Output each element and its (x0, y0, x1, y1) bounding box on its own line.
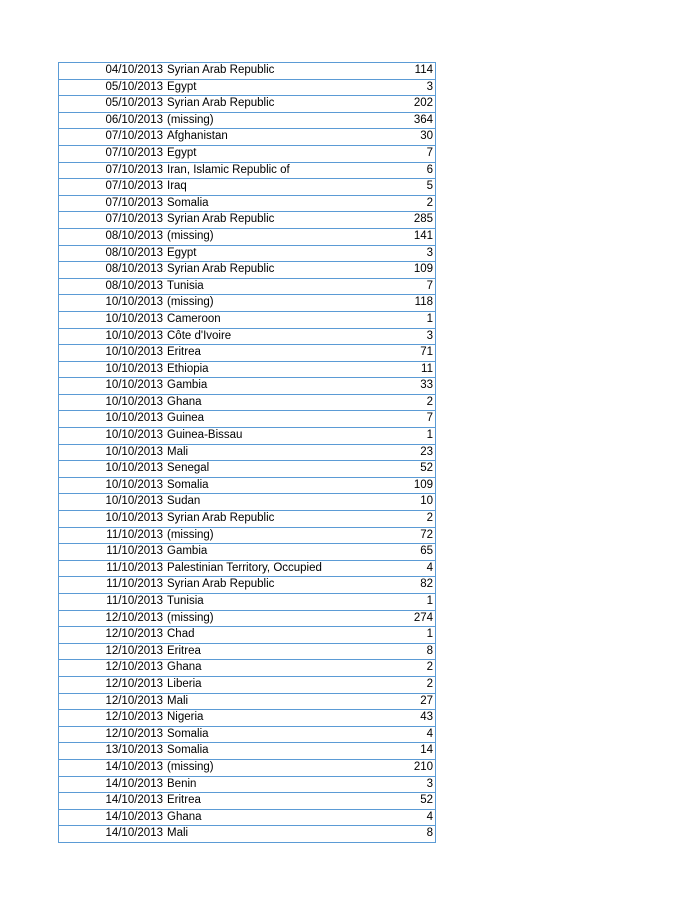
date-cell: 08/10/2013 (59, 278, 168, 295)
country-cell: Palestinian Territory, Occupied (167, 560, 367, 577)
country-cell: Ghana (167, 809, 367, 826)
count-cell: 364 (367, 112, 436, 129)
count-cell: 2 (367, 394, 436, 411)
count-cell: 1 (367, 627, 436, 644)
date-cell: 10/10/2013 (59, 378, 168, 395)
date-cell: 06/10/2013 (59, 112, 168, 129)
count-cell: 4 (367, 726, 436, 743)
date-cell: 11/10/2013 (59, 527, 168, 544)
table-row (59, 311, 436, 328)
date-cell: 10/10/2013 (59, 394, 168, 411)
count-cell: 6 (367, 162, 436, 179)
count-cell: 10 (367, 494, 436, 511)
count-cell: 11 (367, 361, 436, 378)
country-cell: Guinea-Bissau (167, 428, 367, 445)
table-row (59, 245, 436, 262)
count-cell: 109 (367, 477, 436, 494)
date-cell: 05/10/2013 (59, 79, 168, 96)
table-row (59, 759, 436, 776)
table-row (59, 494, 436, 511)
country-cell: Liberia (167, 676, 367, 693)
count-cell: 3 (367, 79, 436, 96)
country-cell: Eritrea (167, 345, 367, 362)
country-cell: Tunisia (167, 278, 367, 295)
country-cell: Eritrea (167, 793, 367, 810)
country-cell: (missing) (167, 228, 367, 245)
country-cell: Syrian Arab Republic (167, 511, 367, 528)
country-cell: Iran, Islamic Republic of (167, 162, 367, 179)
count-cell: 27 (367, 693, 436, 710)
country-cell: Egypt (167, 79, 367, 96)
country-cell: Syrian Arab Republic (167, 262, 367, 279)
count-cell: 2 (367, 511, 436, 528)
date-cell: 10/10/2013 (59, 428, 168, 445)
date-cell: 14/10/2013 (59, 776, 168, 793)
table-row (59, 179, 436, 196)
count-cell: 109 (367, 262, 436, 279)
country-cell: (missing) (167, 112, 367, 129)
country-cell: Syrian Arab Republic (167, 96, 367, 113)
table-row (59, 228, 436, 245)
date-cell: 11/10/2013 (59, 560, 168, 577)
table-row (59, 610, 436, 627)
count-cell: 3 (367, 328, 436, 345)
country-cell: (missing) (167, 610, 367, 627)
table-row (59, 428, 436, 445)
table-row (59, 726, 436, 743)
country-cell: Cameroon (167, 311, 367, 328)
table-row (59, 511, 436, 528)
table-row (59, 112, 436, 129)
date-cell: 12/10/2013 (59, 676, 168, 693)
count-cell: 5 (367, 179, 436, 196)
table-row (59, 212, 436, 229)
date-cell: 10/10/2013 (59, 494, 168, 511)
country-cell: (missing) (167, 527, 367, 544)
table-row (59, 278, 436, 295)
table-row (59, 527, 436, 544)
date-cell: 10/10/2013 (59, 295, 168, 312)
country-cell: Ethiopia (167, 361, 367, 378)
count-cell: 202 (367, 96, 436, 113)
date-cell: 14/10/2013 (59, 809, 168, 826)
date-cell: 12/10/2013 (59, 627, 168, 644)
date-cell: 08/10/2013 (59, 245, 168, 262)
table-row (59, 63, 436, 80)
table-row (59, 793, 436, 810)
table-row (59, 544, 436, 561)
table-row (59, 411, 436, 428)
table-row (59, 328, 436, 345)
count-cell: 4 (367, 809, 436, 826)
date-cell: 12/10/2013 (59, 693, 168, 710)
country-cell: Egypt (167, 145, 367, 162)
date-cell: 10/10/2013 (59, 361, 168, 378)
country-cell: Mali (167, 693, 367, 710)
date-cell: 10/10/2013 (59, 311, 168, 328)
table-row (59, 79, 436, 96)
date-cell: 12/10/2013 (59, 726, 168, 743)
count-cell: 30 (367, 129, 436, 146)
date-cell: 11/10/2013 (59, 577, 168, 594)
table-row (59, 145, 436, 162)
table-row (59, 710, 436, 727)
table-row (59, 826, 436, 843)
count-cell: 33 (367, 378, 436, 395)
count-cell: 7 (367, 278, 436, 295)
count-cell: 114 (367, 63, 436, 80)
date-cell: 10/10/2013 (59, 328, 168, 345)
count-cell: 3 (367, 776, 436, 793)
count-cell: 14 (367, 743, 436, 760)
count-cell: 82 (367, 577, 436, 594)
country-cell: Tunisia (167, 594, 367, 611)
country-cell: Gambia (167, 544, 367, 561)
country-cell: Iraq (167, 179, 367, 196)
table-body (59, 63, 436, 843)
count-cell: 52 (367, 793, 436, 810)
date-cell: 05/10/2013 (59, 96, 168, 113)
count-cell: 8 (367, 643, 436, 660)
count-cell: 274 (367, 610, 436, 627)
table-row (59, 627, 436, 644)
spreadsheet-page (58, 62, 434, 843)
country-cell: Ghana (167, 660, 367, 677)
country-cell: Syrian Arab Republic (167, 577, 367, 594)
country-cell: Somalia (167, 726, 367, 743)
table-row (59, 461, 436, 478)
table-row (59, 262, 436, 279)
country-cell: Mali (167, 826, 367, 843)
country-cell: Afghanistan (167, 129, 367, 146)
count-cell: 65 (367, 544, 436, 561)
date-cell: 10/10/2013 (59, 461, 168, 478)
country-cell: Somalia (167, 743, 367, 760)
date-cell: 12/10/2013 (59, 643, 168, 660)
date-cell: 07/10/2013 (59, 162, 168, 179)
count-cell: 43 (367, 710, 436, 727)
date-cell: 12/10/2013 (59, 610, 168, 627)
date-cell: 11/10/2013 (59, 594, 168, 611)
country-cell: Gambia (167, 378, 367, 395)
table-row (59, 660, 436, 677)
country-cell: Somalia (167, 477, 367, 494)
table-row (59, 295, 436, 312)
table-row (59, 477, 436, 494)
table-row (59, 776, 436, 793)
country-cell: Nigeria (167, 710, 367, 727)
data-table (58, 62, 436, 843)
count-cell: 52 (367, 461, 436, 478)
count-cell: 210 (367, 759, 436, 776)
table-row (59, 378, 436, 395)
date-cell: 07/10/2013 (59, 212, 168, 229)
date-cell: 07/10/2013 (59, 129, 168, 146)
count-cell: 72 (367, 527, 436, 544)
date-cell: 10/10/2013 (59, 477, 168, 494)
table-row (59, 693, 436, 710)
count-cell: 2 (367, 676, 436, 693)
table-row (59, 345, 436, 362)
table-row (59, 809, 436, 826)
country-cell: (missing) (167, 295, 367, 312)
date-cell: 14/10/2013 (59, 793, 168, 810)
date-cell: 14/10/2013 (59, 759, 168, 776)
country-cell: Senegal (167, 461, 367, 478)
count-cell: 3 (367, 245, 436, 262)
count-cell: 23 (367, 444, 436, 461)
country-cell: Sudan (167, 494, 367, 511)
date-cell: 12/10/2013 (59, 660, 168, 677)
date-cell: 07/10/2013 (59, 145, 168, 162)
count-cell: 71 (367, 345, 436, 362)
table-row (59, 560, 436, 577)
date-cell: 04/10/2013 (59, 63, 168, 80)
country-cell: Mali (167, 444, 367, 461)
count-cell: 285 (367, 212, 436, 229)
country-cell: Guinea (167, 411, 367, 428)
date-cell: 10/10/2013 (59, 345, 168, 362)
table-row (59, 444, 436, 461)
country-cell: Somalia (167, 195, 367, 212)
table-row (59, 743, 436, 760)
table-row (59, 96, 436, 113)
count-cell: 7 (367, 411, 436, 428)
table-row (59, 129, 436, 146)
date-cell: 07/10/2013 (59, 195, 168, 212)
date-cell: 14/10/2013 (59, 826, 168, 843)
country-cell: Syrian Arab Republic (167, 212, 367, 229)
date-cell: 11/10/2013 (59, 544, 168, 561)
date-cell: 07/10/2013 (59, 179, 168, 196)
country-cell: Syrian Arab Republic (167, 63, 367, 80)
count-cell: 141 (367, 228, 436, 245)
date-cell: 10/10/2013 (59, 444, 168, 461)
table-row (59, 361, 436, 378)
date-cell: 12/10/2013 (59, 710, 168, 727)
count-cell: 8 (367, 826, 436, 843)
country-cell: Côte d'Ivoire (167, 328, 367, 345)
date-cell: 08/10/2013 (59, 262, 168, 279)
country-cell: Chad (167, 627, 367, 644)
country-cell: Benin (167, 776, 367, 793)
table-row (59, 577, 436, 594)
count-cell: 4 (367, 560, 436, 577)
table-row (59, 676, 436, 693)
country-cell: Ghana (167, 394, 367, 411)
count-cell: 2 (367, 195, 436, 212)
count-cell: 1 (367, 428, 436, 445)
table-row (59, 643, 436, 660)
table-row (59, 594, 436, 611)
count-cell: 2 (367, 660, 436, 677)
date-cell: 10/10/2013 (59, 511, 168, 528)
date-cell: 10/10/2013 (59, 411, 168, 428)
country-cell: Eritrea (167, 643, 367, 660)
count-cell: 1 (367, 594, 436, 611)
date-cell: 08/10/2013 (59, 228, 168, 245)
count-cell: 1 (367, 311, 436, 328)
country-cell: (missing) (167, 759, 367, 776)
count-cell: 7 (367, 145, 436, 162)
table-row (59, 162, 436, 179)
date-cell: 13/10/2013 (59, 743, 168, 760)
count-cell: 118 (367, 295, 436, 312)
table-row (59, 195, 436, 212)
table-row (59, 394, 436, 411)
country-cell: Egypt (167, 245, 367, 262)
